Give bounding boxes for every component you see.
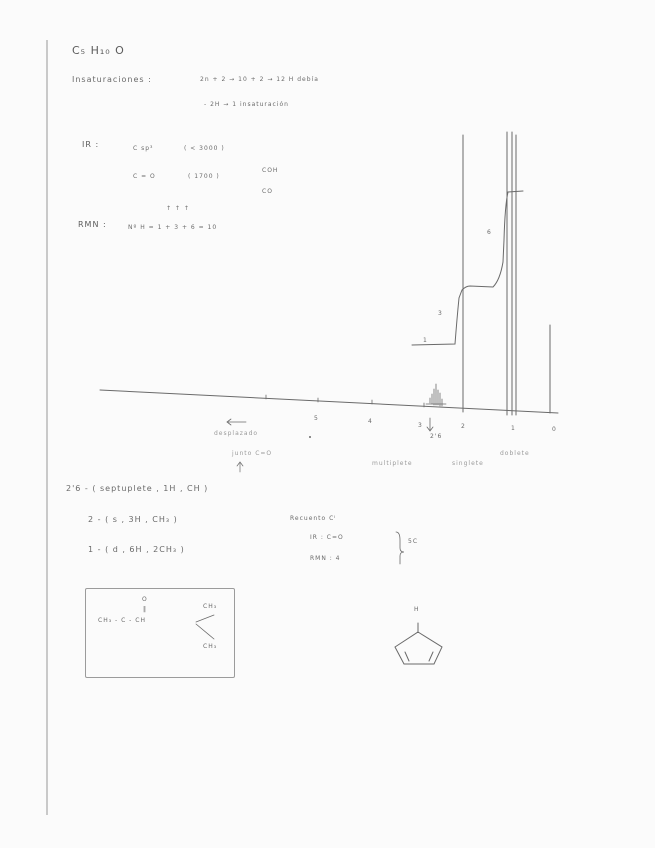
recount-rmn: RMN : 4 bbox=[310, 555, 341, 562]
displaced-label: desplazado bbox=[214, 430, 259, 437]
insaturaciones-result: - 2H → 1 insaturación bbox=[204, 101, 289, 108]
insaturaciones-calc: 2n + 2 → 10 + 2 → 12 H debía bbox=[200, 76, 319, 83]
integration-label-1: 1 bbox=[423, 337, 428, 344]
multiplet-label: multiplete bbox=[372, 460, 413, 467]
multiplet-peak bbox=[426, 384, 446, 406]
assignment-2: 2 - ( s , 3H , CH₃ ) bbox=[88, 515, 178, 524]
ir-carbonyl-range: ( 1700 ) bbox=[188, 173, 220, 180]
doublet-label: doblete bbox=[500, 450, 530, 457]
rmn-arrows: ↑ ↑ ↑ bbox=[166, 205, 190, 212]
axis-tick-0: 0 bbox=[552, 426, 557, 433]
recount-title: Recuento Cᴵ bbox=[290, 515, 337, 522]
rmn-label: RMN : bbox=[78, 220, 107, 229]
recount-ir: IR : C=O bbox=[310, 534, 344, 541]
assignment-1: 1 - ( d , 6H , 2CH₃ ) bbox=[88, 545, 185, 554]
axis-tick-5: 5 bbox=[314, 415, 319, 422]
methyl-top: CH₃ bbox=[203, 603, 218, 610]
integration-label-3: 3 bbox=[438, 310, 443, 317]
main-chain: CH₃ - C - CH bbox=[98, 617, 146, 624]
recount-total: 5C bbox=[408, 538, 419, 545]
five-member-ring bbox=[395, 623, 442, 664]
axis-tick-3: 3 bbox=[418, 422, 423, 429]
structure-box bbox=[85, 588, 235, 678]
carbonyl-oxygen: O bbox=[142, 596, 148, 603]
axis-tick-2: 2 bbox=[461, 423, 466, 430]
spectrum-baseline bbox=[100, 390, 558, 413]
singlet-label: singlete bbox=[452, 460, 484, 467]
rmn-expression: Nº H = 1 + 3 + 6 = 10 bbox=[128, 224, 218, 231]
ir-label: IR : bbox=[82, 140, 100, 149]
peak-label-2-6: 2'6 bbox=[430, 433, 443, 440]
axis-tick-4: 4 bbox=[368, 418, 373, 425]
ring-hydrogen: H bbox=[414, 606, 420, 613]
double-bond-mark: ‖ bbox=[143, 606, 147, 613]
molecular-formula: C₅ H₁₀ O bbox=[72, 44, 125, 57]
ir-branch-co: CO bbox=[262, 188, 273, 195]
integration-label-6: 6 bbox=[487, 229, 492, 236]
ir-csp3: C sp³ bbox=[133, 145, 154, 152]
methyl-bottom: CH₃ bbox=[203, 643, 218, 650]
near-carbonyl-label: junto C=O bbox=[232, 450, 273, 457]
axis-tick-1: 1 bbox=[511, 425, 516, 432]
ir-carbonyl: C = O bbox=[133, 173, 156, 180]
assignment-2-6: 2'6 - ( septuplete , 1H , CH ) bbox=[66, 484, 209, 493]
ir-branch-coh: COH bbox=[262, 167, 279, 174]
insaturaciones-label: Insaturaciones : bbox=[72, 75, 152, 84]
integration-curve bbox=[412, 191, 523, 345]
ir-csp3-range: ( < 3000 ) bbox=[184, 145, 225, 152]
